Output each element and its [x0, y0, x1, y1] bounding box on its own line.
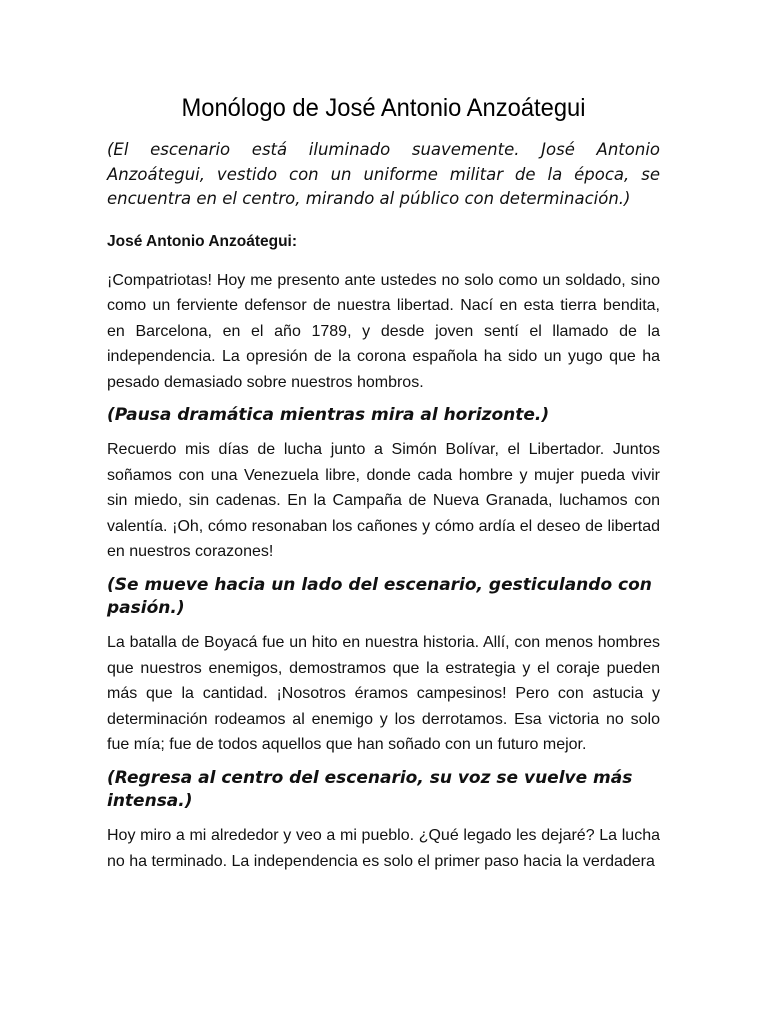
- stage-direction-2: (Se mueve hacia un lado del escenario, gesticulando con pasión.): [107, 574, 652, 619]
- document-title: Monólogo de José Antonio Anzoátegui: [181, 94, 586, 122]
- document-page: [107, 92, 660, 884]
- paragraph-1: ¡Compatriotas! Hoy me presento ante ustedes no solo como un soldado, sino como un ferviente defensor de nuestra libertad. Nací en esta tierra bendita, en Barcelona, en el año 1789, y desde joven sentí el llamado de la independencia. La opresión de la corona española ha sido un yugo que ha pesado demasiado sobre nuestros hombros.: [107, 271, 660, 391]
- stage-direction-1: (Pausa dramática mientras mira al horizonte.): [107, 405, 550, 426]
- paragraph-2: Recuerdo mis días de lucha junto a Simón Bolívar, el Libertador. Juntos soñamos con una Venezuela libre, donde cada hombre y mujer pueda vivir sin miedo, sin cadenas. En la Campaña de Nueva Granada, luchamos con valentía. ¡Oh, cómo resonaban los cañones y cómo ardía el deseo de libertad en nuestros corazones!: [107, 440, 660, 561]
- speaker-label: José Antonio Anzoátegui:: [107, 232, 298, 250]
- paragraph-3: La batalla de Boyacá fue un hito en nuestra historia. Allí, con menos hombres que nuestros enemigos, demostramos que la estrategia y el coraje pueden más que la cantidad. ¡Nosotros éramos campesinos! Pero con astucia y determinación rodeamos al enemigo y los derrotamos. Esa victoria no solo fue mía; fue de todos aquellos que han soñado con un futuro mejor.: [107, 633, 660, 754]
- paragraph-4: Hoy miro a mi alrededor y veo a mi pueblo. ¿Qué legado les dejaré? La lucha no ha terminado. La independencia es solo el primer paso hacia la verdadera: [107, 826, 660, 870]
- intro-stage-direction: (El escenario está iluminado suavemente. José Antonio Anzoátegui, vestido con un uniforme militar de la época, se encuentra en el centro, mirando al público con determinación.): [107, 140, 660, 208]
- stage-direction-3: (Regresa al centro del escenario, su voz se vuelve más intensa.): [107, 767, 633, 812]
